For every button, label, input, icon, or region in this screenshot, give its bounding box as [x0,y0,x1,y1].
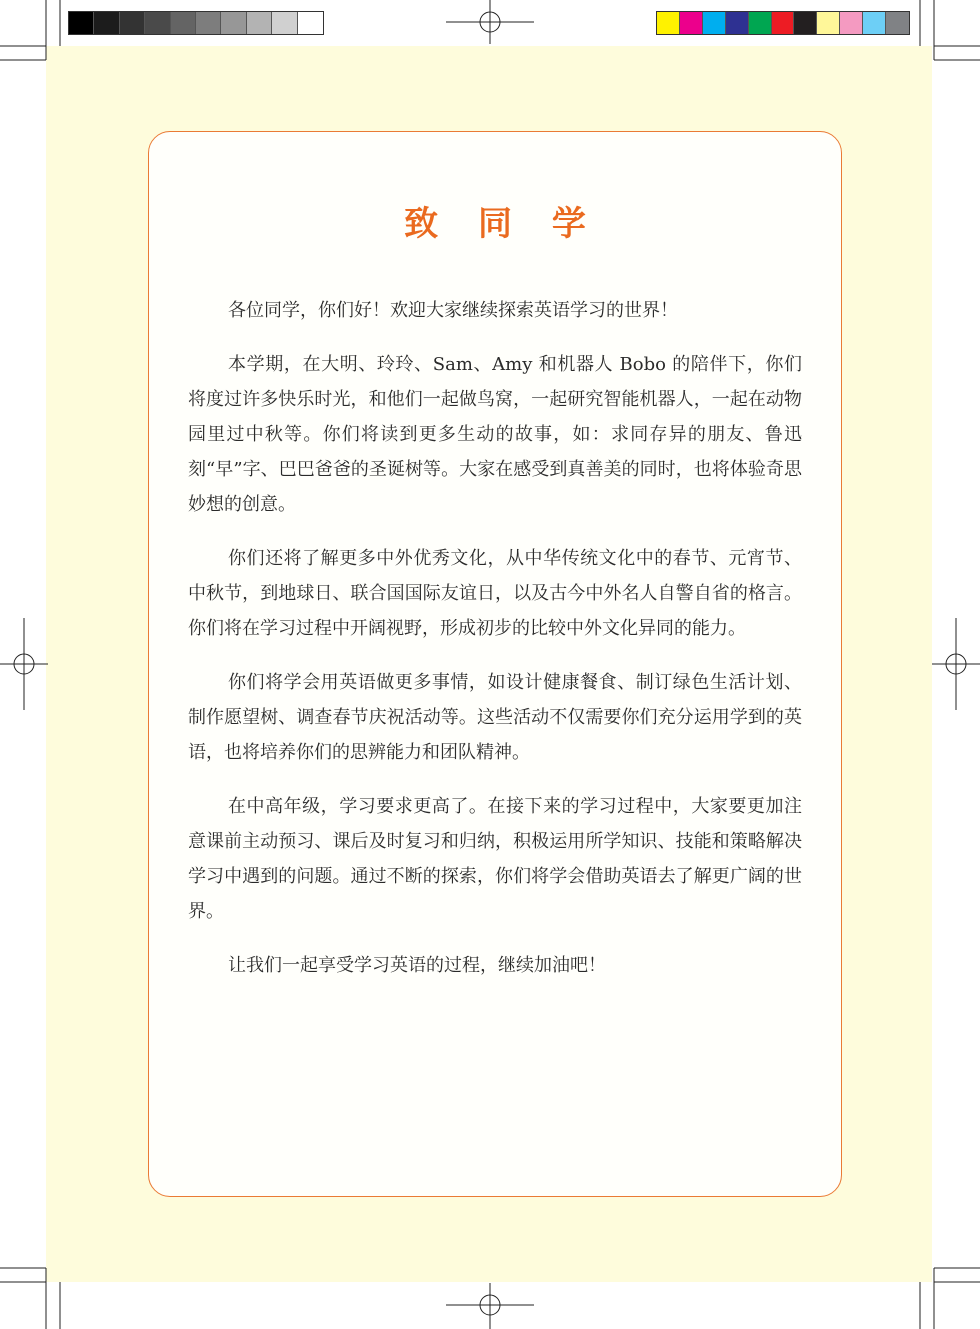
registration-target-top [446,0,534,44]
paragraph: 你们还将了解更多中外优秀文化，从中华传统文化中的春节、元宵节、中秋节，到地球日、联合国国际友谊日，以及古今中外名人自警自省的格言。你们将在学习过程中开阔视野，形成初步的比较中外文化异同的能力。 [188,548,802,639]
page-title: 致 同 学 [404,204,600,244]
registration-target-right [932,618,980,710]
registration-target-bottom [446,1283,534,1329]
paragraph: 各位同学，你们好！欢迎大家继续探索英语学习的世界！ [228,300,678,321]
letter-body [188,293,802,1002]
paragraph: 让我们一起享受学习英语的过程，继续加油吧！ [228,955,606,976]
registration-target-left [0,618,48,710]
paragraph: 在中高年级，学习要求更高了。在接下来的学习过程中，大家要更加注意课前主动预习、课后及时复习和归纳，积极运用所学知识、技能和策略解决学习中遇到的问题。通过不断的探索，你们将学会借助英语去了解更广阔的世界。 [188,796,802,922]
paragraph: 你们将学会用英语做更多事情，如设计健康餐食、制订绿色生活计划、制作愿望树、调查春节庆祝活动等。这些活动不仅需要你们充分运用学到的英语，也将培养你们的思辨能力和团队精神。 [188,672,802,763]
paragraph: 本学期，在大明、玲玲、Sam、Amy 和机器人 Bobo 的陪伴下，你们将度过许多快乐时光，和他们一起做鸟窝，一起研究智能机器人，一起在动物园里过中秋等。你们将读到更多生动的故事，如：求同存异的朋友、鲁迅刻“早”字、巴巴爸爸的圣诞树等。大家在感受到真善美的同时，也将体验奇思妙想的创意。 [188,354,802,515]
